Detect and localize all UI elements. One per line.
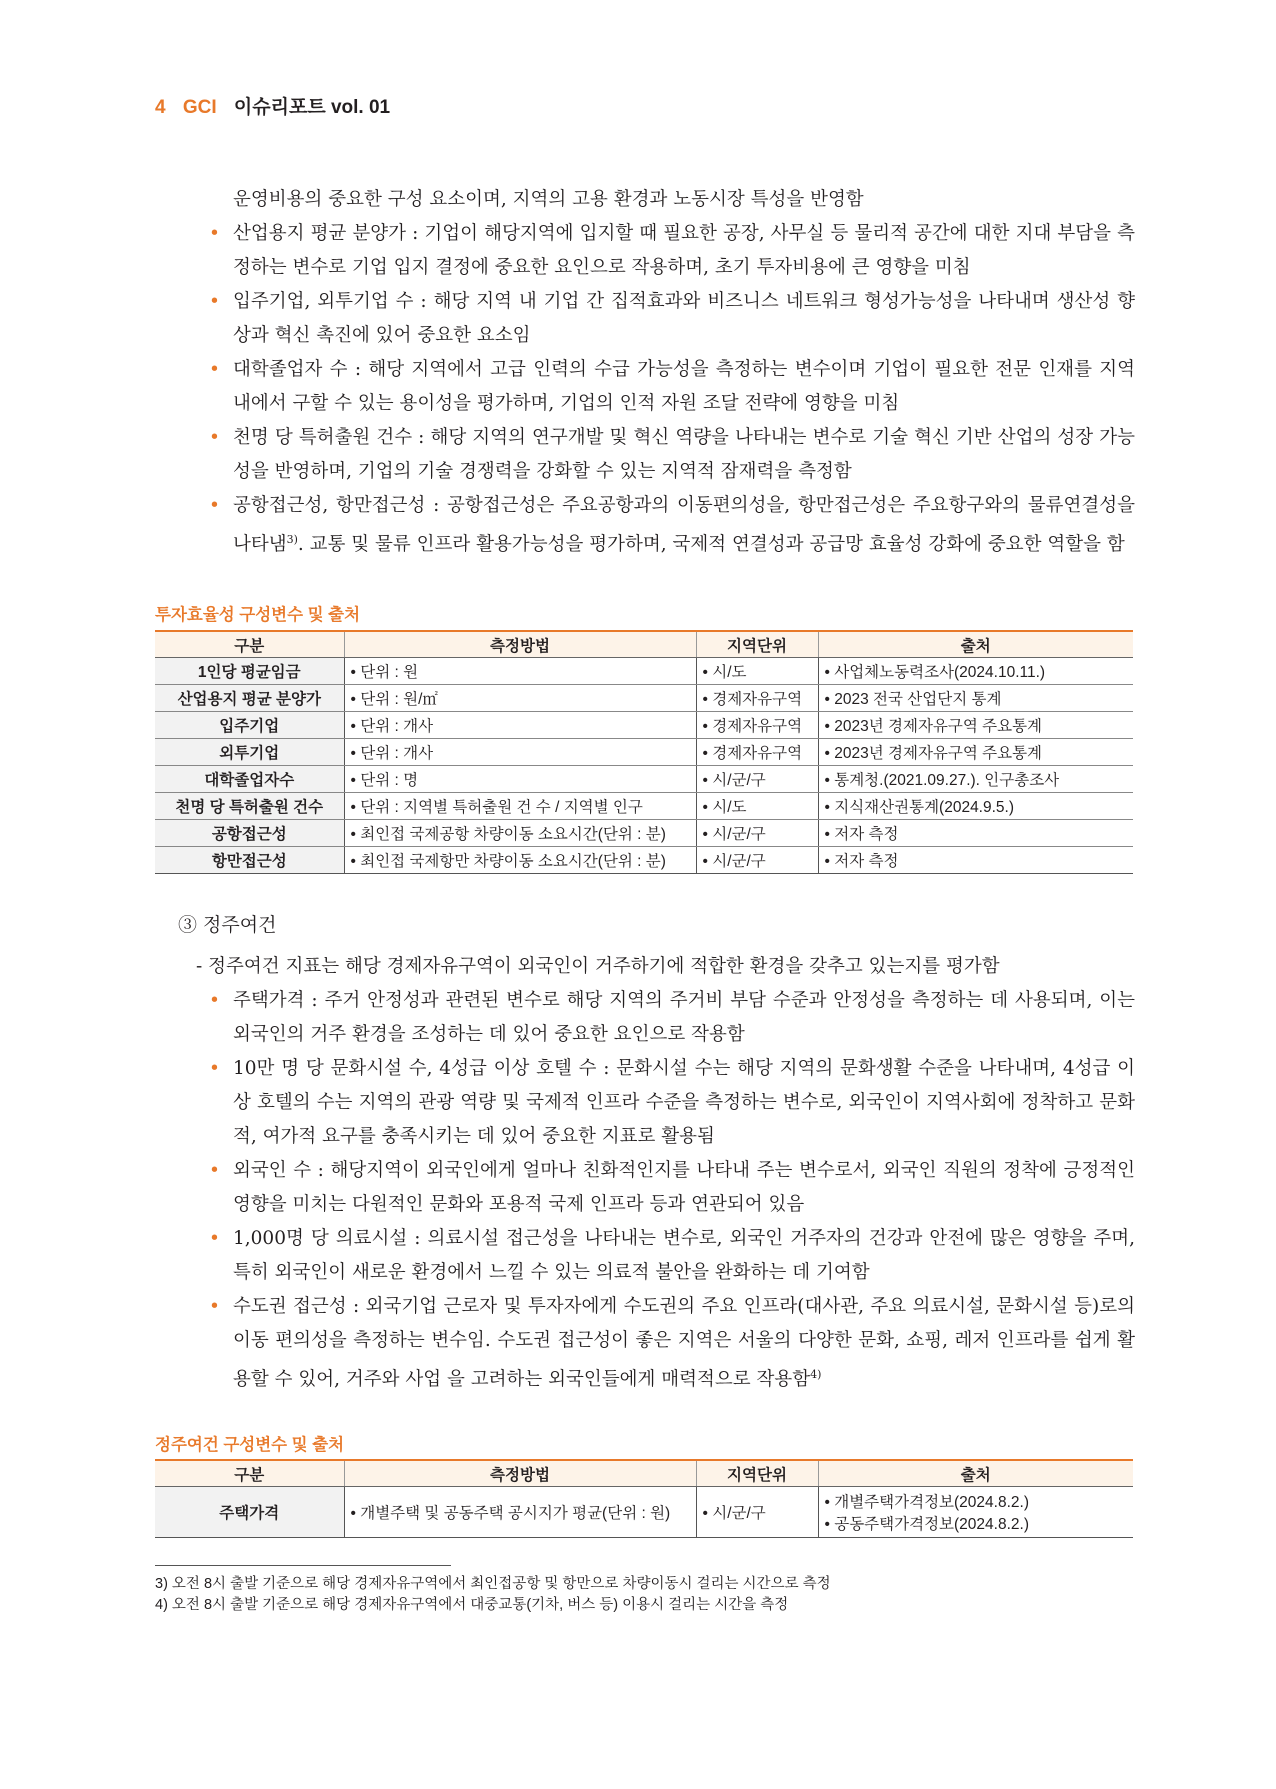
row-label: 외투기업 [155, 739, 344, 766]
method-cell: • 단위 : 원/㎡ [344, 685, 696, 712]
table-row [155, 685, 1133, 712]
method-cell: • 단위 : 지역별 특허출원 건 수 / 지역별 인구 [344, 793, 696, 820]
source-cell: • 저자 측정 [818, 847, 1133, 874]
table-row [155, 820, 1133, 847]
table2 [155, 1459, 1133, 1538]
footnotes [155, 1574, 831, 1616]
intro-bullets [205, 183, 1135, 562]
column-header: 구분 [155, 1460, 344, 1487]
source-cell: • 사업체노동력조사(2024.10.11.) [818, 658, 1133, 685]
source-cell: • 지식재산권통계(2024.9.5.) [818, 793, 1133, 820]
row-label: 공항접근성 [155, 820, 344, 847]
report-title: 이슈리포트 vol. 01 [233, 97, 391, 118]
bullet-dot-icon: • [209, 1228, 220, 1249]
unit-cell: • 시/도 [696, 658, 818, 685]
row-label: 1인당 평균임금 [155, 658, 344, 685]
page-header [155, 92, 390, 119]
page-number: 4 [155, 97, 166, 118]
bullet-dot-icon: • [209, 1058, 220, 1079]
column-header: 출처 [818, 631, 1133, 658]
method-cell: • 단위 : 개사 [344, 712, 696, 739]
column-header: 측정방법 [344, 1460, 696, 1487]
source-cell: • 통계청.(2021.09.27.). 인구총조사 [818, 766, 1133, 793]
bullet-dot-icon: • [209, 1160, 220, 1181]
table-row [155, 793, 1133, 820]
bullet-item: • 주택가격 : 주거 안정성과 관련된 변수로 해당 지역의 주거비 부담 수준과 안정성을 측정하는 데 사용되며, 이는 외국인의 거주 환경을 조성하는 데 있어 중요한 요인으로 작용함 [205, 984, 1135, 1052]
bullet-item: • 공항접근성, 항만접근성 : 공항접근성은 주요공항과의 이동편의성을, 항만접근성은 주요항구와의 물류연결성을 나타냄$^{3)}$. 교통 및 물류 인프라 활용가능성을 평가하며, 국제적 연결성과 공급망 효율성 강화에 중요한 역할을 함 [205, 489, 1135, 562]
bullet-dot-icon: • [209, 495, 220, 516]
row-label: 천명 당 특허출원 건수 [155, 793, 344, 820]
bullet-item: • 1,000명 당 의료시설 : 의료시설 접근성을 나타내는 변수로, 외국인 거주자의 건강과 안전에 많은 영향을 주며, 특히 외국인이 새로운 환경에서 느낄 수 있는 의료적 불안을 완화하는 데 기여함 [205, 1222, 1135, 1290]
table1 [155, 630, 1133, 874]
table-header-row [155, 1460, 1133, 1487]
footnote-ref[interactable]: 3) [286, 533, 298, 546]
row-label: 산업용지 평균 분양가 [155, 685, 344, 712]
unit-cell: • 시/군/구 [696, 820, 818, 847]
column-header: 지역단위 [696, 631, 818, 658]
bullet-item: • 10만 명 당 문화시설 수, 4성급 이상 호텔 수 : 문화시설 수는 해당 지역의 문화생활 수준을 나타내며, 4성급 이상 호텔의 수는 지역의 관광 역량 및 국제적 인프라 수준을 측정하는 변수로, 외국인이 지역사회에 정착하고 문화적, 여가적 요구를 충족시키는 데 있어 중요한 지표로 활용됨 [205, 1052, 1135, 1154]
bullet-item: • 천명 당 특허출원 건수 : 해당 지역의 연구개발 및 혁신 역량을 나타내는 변수로 기술 혁신 기반 산업의 성장 가능성을 반영하며, 기업의 기술 경쟁력을 강화할 수 있는 지역적 잠재력을 측정함 [205, 421, 1135, 489]
table-row [155, 766, 1133, 793]
bullet-item: • 외국인 수 : 해당지역이 외국인에게 얼마나 친화적인지를 나타내 주는 변수로서, 외국인 직원의 정착에 긍정적인 영향을 미치는 다원적인 문화와 포용적 국제 인프라 등과 연관되어 있음 [205, 1154, 1135, 1222]
bullet-item: • 대학졸업자 수 : 해당 지역에서 고급 인력의 수급 가능성을 측정하는 변수이며 기업이 필요한 전문 인재를 지역 내에서 구할 수 있는 용이성을 평가하며, 기업의 인적 자원 조달 전략에 영향을 미침 [205, 353, 1135, 421]
method-cell: • 최인접 국제공항 차량이동 소요시간(단위 : 분) [344, 820, 696, 847]
method-cell: • 개별주택 및 공동주택 공시지가 평균(단위 : 원) [344, 1487, 696, 1538]
section3-body [196, 950, 1136, 984]
footnote: 3) 오전 8시 출발 기준으로 해당 경제자유구역에서 최인접공항 및 항만으로 차량이동시 걸리는 시간으로 측정 [155, 1576, 831, 1592]
bullet-item: • 입주기업, 외투기업 수 : 해당 지역 내 기업 간 집적효과와 비즈니스 네트워크 형성가능성을 나타내며 생산성 향상과 혁신 촉진에 있어 중요한 요소임 [205, 285, 1135, 353]
bullet-dot-icon: • [209, 1296, 220, 1317]
column-header: 출처 [818, 1460, 1133, 1487]
unit-cell: • 시/군/구 [696, 766, 818, 793]
row-label: 주택가격 [155, 1487, 344, 1538]
source-cell [818, 1487, 1133, 1538]
bullet-item: • 산업용지 평균 분양가 : 기업이 해당지역에 입지할 때 필요한 공장, 사무실 등 물리적 공간에 대한 지대 부담을 측정하는 변수로 기업 입지 결정에 중요한 요인으로 작용하며, 초기 투자비용에 큰 영향을 미침 [205, 217, 1135, 285]
table-row [155, 847, 1133, 874]
bullet-dot-icon: • [209, 427, 220, 448]
table-row [155, 658, 1133, 685]
method-cell: • 단위 : 원 [344, 658, 696, 685]
table2-title: 정주여건 구성변수 및 출처 [155, 1436, 345, 1454]
footnote: 4) 오전 8시 출발 기준으로 해당 경제자유구역에서 대중교통(기차, 버스 등) 이용시 걸리는 시간을 측정 [155, 1597, 789, 1613]
table1-title: 투자효율성 구성변수 및 출처 [155, 606, 361, 624]
source-line: • 개별주택가격정보(2024.8.2.) [824, 1494, 1029, 1511]
unit-cell: • 시/군/구 [696, 847, 818, 874]
section-lead: - 정주여건 지표는 해당 경제자유구역이 외국인이 거주하기에 적합한 환경을 갖추고 있는지를 평가함 [196, 956, 1000, 977]
unit-cell: • 경제자유구역 [696, 712, 818, 739]
section-title: ③ 정주여건 [178, 914, 277, 936]
source-cell: • 저자 측정 [818, 820, 1133, 847]
column-header: 구분 [155, 631, 344, 658]
footnote-ref[interactable]: 4) [810, 1368, 822, 1381]
method-cell: • 최인접 국제항만 차량이동 소요시간(단위 : 분) [344, 847, 696, 874]
source-line: • 공동주택가격정보(2024.8.2.) [824, 1516, 1029, 1533]
bullet-dot-icon: • [209, 990, 220, 1011]
bullet-continuation: 운영비용의 중요한 구성 요소이며, 지역의 고용 환경과 노동시장 특성을 반영함 [233, 189, 864, 210]
method-cell: • 단위 : 명 [344, 766, 696, 793]
bullet-dot-icon: • [209, 291, 220, 312]
row-label: 대학졸업자수 [155, 766, 344, 793]
unit-cell: • 시/도 [696, 793, 818, 820]
table-header-row [155, 631, 1133, 658]
table-row [155, 712, 1133, 739]
unit-cell: • 경제자유구역 [696, 739, 818, 766]
source-cell: • 2023 전국 산업단지 통계 [818, 685, 1133, 712]
table-row [155, 739, 1133, 766]
unit-cell: • 경제자유구역 [696, 685, 818, 712]
source-cell: • 2023년 경제자유구역 주요통계 [818, 712, 1133, 739]
bullet-dot-icon: • [209, 223, 220, 244]
method-cell: • 단위 : 개사 [344, 739, 696, 766]
section3-bullets [205, 984, 1135, 1397]
unit-cell: • 시/군/구 [696, 1487, 818, 1538]
brand: GCI [182, 97, 217, 118]
bullet-dot-icon: • [209, 359, 220, 380]
footnote-divider [155, 1565, 451, 1566]
bullet-item: • 수도권 접근성 : 외국기업 근로자 및 투자자에게 수도권의 주요 인프라(대사관, 주요 의료시설, 문화시설 등)로의 이동 편의성을 측정하는 변수임. 수도권 접근성이 좋은 지역은 서울의 다양한 문화, 쇼핑, 레저 인프라를 쉽게 활용할 수 있어, 거주와 사업 을 고려하는 외국인들에게 매력적으로 작용함$^{4)}$ [205, 1290, 1135, 1397]
table-row [155, 1487, 1133, 1538]
row-label: 항만접근성 [155, 847, 344, 874]
column-header: 측정방법 [344, 631, 696, 658]
source-cell: • 2023년 경제자유구역 주요통계 [818, 739, 1133, 766]
row-label: 입주기업 [155, 712, 344, 739]
column-header: 지역단위 [696, 1460, 818, 1487]
